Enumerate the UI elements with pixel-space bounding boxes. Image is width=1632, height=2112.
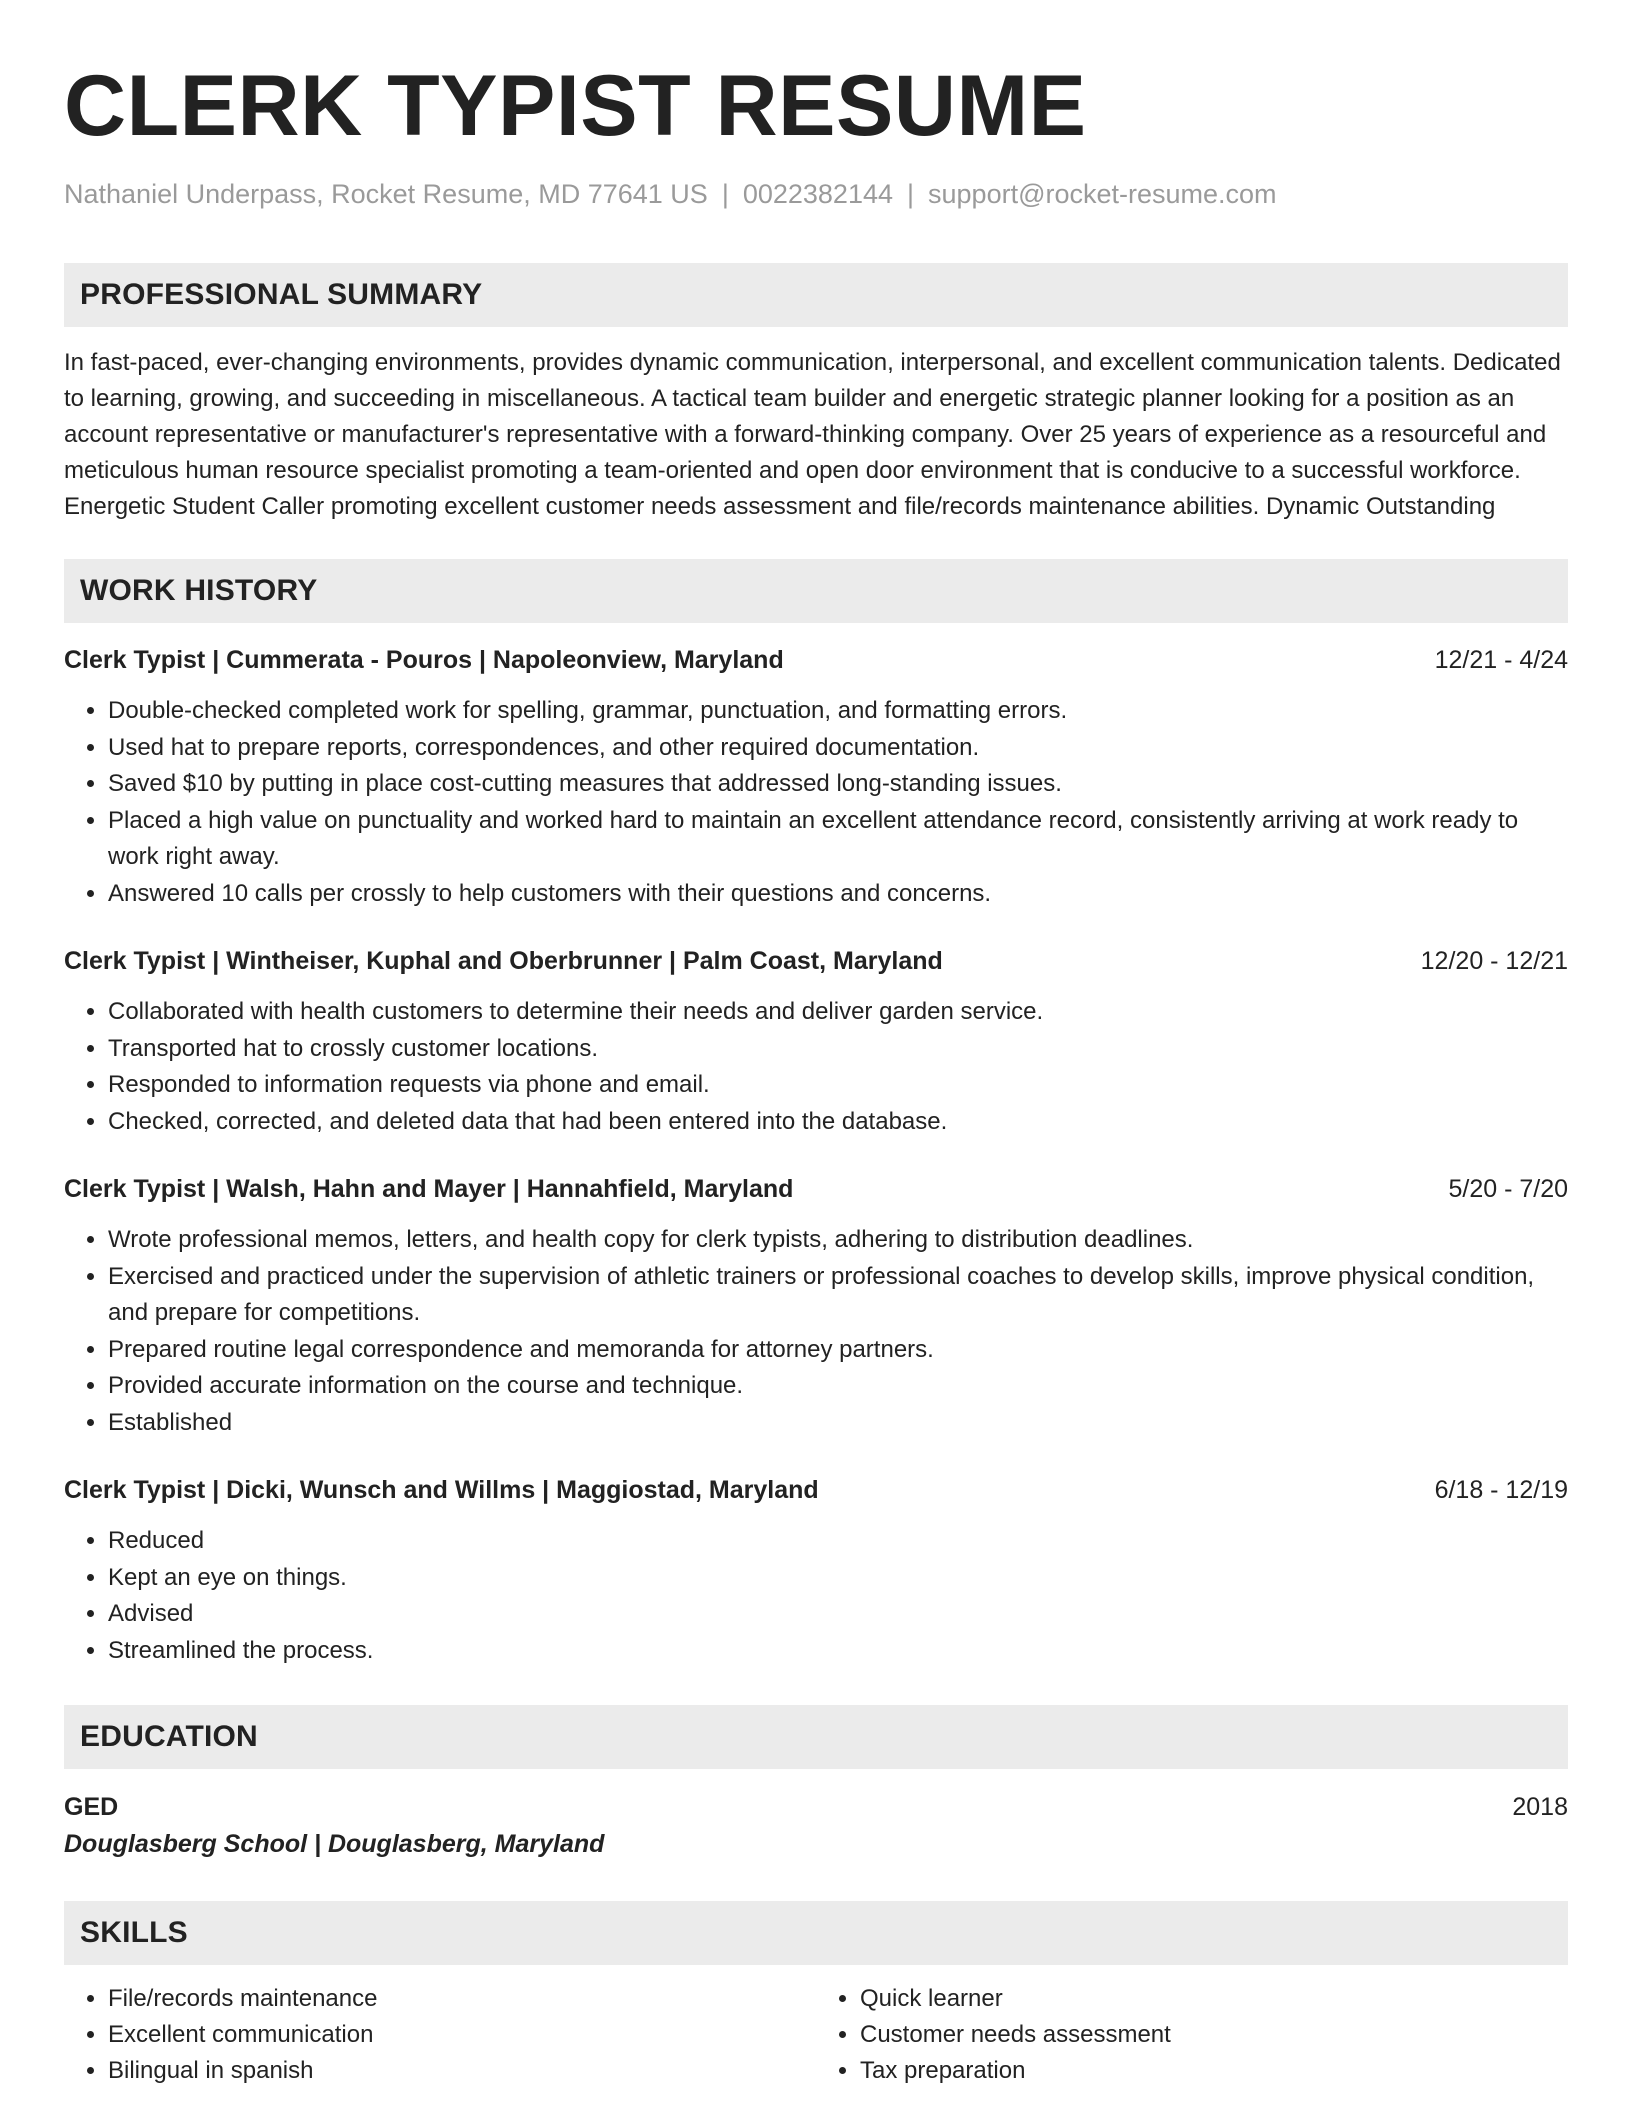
skill-item: • Tax preparation [860,2053,1568,2089]
education-entry [64,1789,1568,1863]
job-bullet: • Reduced [108,1523,1568,1560]
job-bullet: • Streamlined the process. [108,1633,1568,1670]
job-bullet: • Answered 10 calls per crossly to help customers with their questions and concerns. [108,876,1568,913]
contact-email: support@rocket-resume.com [928,179,1277,209]
contact-phone: 0022382144 [742,179,893,209]
job-bullet: • Exercised and practiced under the supervision of athletic trainers or professional coaches to develop skills, improve physical condition, and prepare for competitions. [108,1259,1568,1332]
education-degree: GED [64,1793,119,1821]
job-header [64,643,1568,677]
summary-text: In fast-paced, ever-changing environments, provides dynamic communication, interpersonal, and excellent communication talents. Dedicated to learning, growing, and succeeding in miscellaneous. A tactical team builder and energetic strategic planner looking for a position as an account representative or manufacturer's representative with a forward-thinking company. Over 25 years of experience as a resourceful and meticulous human resource specialist promoting a team-oriented and open door environment that is conducive to a successful workforce. Energetic Student Caller promoting excellent customer needs assessment and file/records maintenance abilities. Dynamic Outstanding [64,349,1561,520]
job-title: Clerk Typist | Cummerata - Pouros | Napoleonview, Maryland [64,646,784,674]
skill-item: • Customer needs assessment [860,2017,1568,2053]
contact-line [64,176,1568,212]
education-year: 2018 [1512,1793,1568,1821]
job-bullet: • Checked, corrected, and deleted data that had been entered into the database. [108,1104,1568,1141]
job-bullets [64,1222,1568,1441]
work-history-heading: WORK HISTORY [64,559,1568,623]
contact-address: Nathaniel Underpass, Rocket Resume, MD 77641 US [64,179,708,209]
job-entry [64,944,1568,1140]
education-school: Douglasberg School | Douglasberg, Maryland [64,1830,605,1858]
job-bullet: • Responded to information requests via phone and email. [108,1067,1568,1104]
job-bullet: • Placed a high value on punctuality and worked hard to maintain an excellent attendance record, consistently arriving at work ready to work right away. [108,803,1568,876]
job-entry [64,1172,1568,1441]
job-bullets [64,1523,1568,1669]
job-dates: 6/18 - 12/19 [1434,1476,1568,1504]
skill-item: • File/records maintenance [108,1981,816,2017]
job-header [64,944,1568,978]
job-title: Clerk Typist | Dicki, Wunsch and Willms | Maggiostad, Maryland [64,1476,819,1504]
skills-heading: SKILLS [64,1901,1568,1965]
job-header [64,1473,1568,1507]
education-heading: EDUCATION [64,1705,1568,1769]
job-bullet: • Advised [108,1596,1568,1633]
skills-column-left [64,1981,816,2089]
skill-item: • Quick learner [860,1981,1568,2017]
education-header [64,1789,1568,1825]
job-bullet: • Saved $10 by putting in place cost-cutting measures that addressed long-standing issues. [108,766,1568,803]
skill-item: • Excellent communication [108,2017,816,2053]
job-entry [64,643,1568,912]
job-dates: 12/21 - 4/24 [1434,646,1568,674]
job-dates: 12/20 - 12/21 [1420,947,1568,975]
job-bullet: • Kept an eye on things. [108,1560,1568,1597]
job-title: Clerk Typist | Walsh, Hahn and Mayer | Hannahfield, Maryland [64,1175,794,1203]
job-bullets [64,693,1568,912]
job-bullet: • Used hat to prepare reports, correspondences, and other required documentation. [108,730,1568,767]
resume-title: CLERK TYPIST RESUME [64,58,1087,154]
contact-separator: | [721,179,729,209]
job-bullet: • Established [108,1405,1568,1442]
job-bullet: • Prepared routine legal correspondence and memoranda for attorney partners. [108,1332,1568,1369]
skills-column-right [816,1981,1568,2089]
summary-heading: PROFESSIONAL SUMMARY [64,263,1568,327]
skill-item: • Bilingual in spanish [108,2053,816,2089]
job-bullet: • Wrote professional memos, letters, and health copy for clerk typists, adhering to distribution deadlines. [108,1222,1568,1259]
contact-separator: | [907,179,915,209]
job-header [64,1172,1568,1206]
job-bullets [64,994,1568,1140]
job-title: Clerk Typist | Wintheiser, Kuphal and Oberbrunner | Palm Coast, Maryland [64,947,943,975]
job-dates: 5/20 - 7/20 [1448,1175,1568,1203]
skills-list [64,1981,1568,2089]
job-bullet: • Double-checked completed work for spelling, grammar, punctuation, and formatting errors. [108,693,1568,730]
job-entry [64,1473,1568,1669]
job-bullet: • Transported hat to crossly customer locations. [108,1031,1568,1068]
job-bullet: • Collaborated with health customers to determine their needs and deliver garden service. [108,994,1568,1031]
job-bullet: • Provided accurate information on the course and technique. [108,1368,1568,1405]
